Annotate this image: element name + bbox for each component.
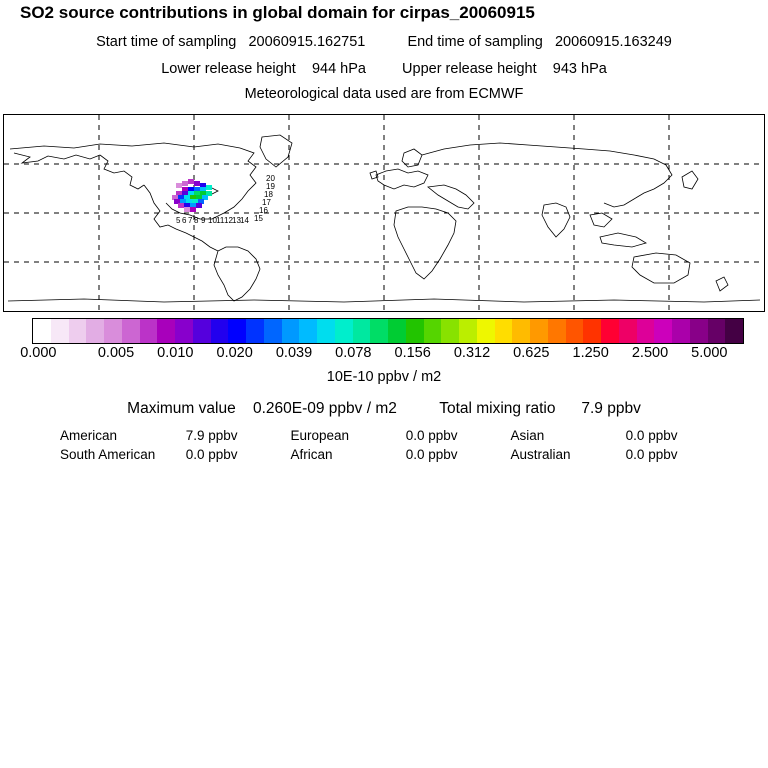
colorbar-cell-0 — [33, 319, 51, 343]
colorbar-cell-23 — [441, 319, 459, 343]
svg-text:12: 12 — [224, 216, 233, 225]
colorbar-cell-36 — [672, 319, 690, 343]
end-time-value: 20060915.163249 — [554, 34, 672, 50]
colorbar-cell-7 — [157, 319, 175, 343]
region-value-asian: 0.0 ppbv — [625, 428, 678, 443]
colorbar-cell-5 — [122, 319, 140, 343]
colorbar-tick-4: 0.039 — [275, 345, 313, 361]
colorbar-tick-11: 5.000 — [691, 345, 728, 361]
colorbar-cell-21 — [406, 319, 424, 343]
svg-text:5: 5 — [176, 216, 181, 225]
colorbar-cell-17 — [335, 319, 353, 343]
region-name-american: American — [60, 428, 118, 443]
colorbar-cell-34 — [637, 319, 655, 343]
world-map-panel — [3, 114, 765, 312]
svg-text:11: 11 — [216, 216, 225, 225]
svg-text:20: 20 — [266, 174, 275, 183]
colorbar-cell-18 — [353, 319, 371, 343]
regional-contributions-table — [60, 426, 720, 464]
region-name-asian: Asian — [510, 428, 545, 443]
region-value-australian: 0.0 ppbv — [625, 447, 678, 462]
page-title: SO2 source contributions in global domain for cirpas_20060915 — [20, 3, 535, 22]
region-value-african: 0.0 ppbv — [405, 447, 458, 462]
lower-release-label: Lower release height — [161, 61, 296, 77]
colorbar-tick-3: 0.020 — [216, 345, 253, 361]
colorbar-tick-0: 0.000 — [20, 345, 57, 361]
colorbar-tick-2: 0.010 — [157, 345, 194, 361]
summary-row — [0, 400, 768, 418]
colorbar-cell-19 — [370, 319, 388, 343]
world-map-svg — [4, 115, 764, 311]
colorbar-cell-11 — [228, 319, 246, 343]
svg-text:14: 14 — [240, 216, 249, 225]
colorbar-cell-13 — [264, 319, 282, 343]
colorbar-tick-labels — [0, 345, 768, 361]
colorbar-tick-5: 0.078 — [335, 345, 372, 361]
colorbar-tick-1: 0.005 — [97, 345, 135, 361]
svg-text:8: 8 — [194, 216, 199, 225]
region-name-european: European — [290, 428, 350, 443]
svg-text:7: 7 — [188, 216, 193, 225]
colorbar-cell-1 — [51, 319, 69, 343]
colorbar-cell-10 — [211, 319, 229, 343]
max-value-label: Maximum value — [127, 400, 236, 417]
total-mixing-ratio-label: Total mixing ratio — [439, 400, 556, 417]
total-mixing-ratio-value: 7.9 ppbv — [581, 400, 641, 417]
region-name-african: African — [290, 447, 333, 462]
colorbar-cell-33 — [619, 319, 637, 343]
colorbar-cell-16 — [317, 319, 335, 343]
svg-text:13: 13 — [232, 216, 241, 225]
lower-release-value: 944 hPa — [311, 61, 366, 77]
table-row — [60, 445, 720, 464]
start-time-value: 20060915.162751 — [248, 34, 366, 50]
colorbar-cell-30 — [566, 319, 584, 343]
meteorology-line: Meteorological data used are from ECMWF — [244, 86, 524, 102]
colorbar-cell-15 — [299, 319, 317, 343]
colorbar-tick-9: 1.250 — [572, 345, 609, 361]
colorbar-cell-3 — [86, 319, 104, 343]
colorbar-cell-9 — [193, 319, 211, 343]
colorbar-cell-8 — [175, 319, 193, 343]
colorbar-cell-26 — [495, 319, 513, 343]
start-time-label: Start time of sampling — [96, 34, 237, 50]
colorbar-tick-6: 0.156 — [394, 345, 431, 361]
upper-release-value: 943 hPa — [552, 61, 607, 77]
colorbar-cell-24 — [459, 319, 477, 343]
colorbar-cell-25 — [477, 319, 495, 343]
colorbar-cell-20 — [388, 319, 406, 343]
colorbar-cell-35 — [654, 319, 672, 343]
svg-text:15: 15 — [254, 214, 263, 223]
plume-overlay — [172, 179, 212, 212]
region-value-south-american: 0.0 ppbv — [185, 447, 238, 462]
colorbar-unit-label: 10E-10 ppbv / m2 — [326, 369, 442, 385]
colorbar-cell-14 — [282, 319, 300, 343]
map-graticule — [4, 115, 764, 311]
svg-text:18: 18 — [264, 190, 273, 199]
colorbar-strip — [32, 318, 744, 344]
region-name-australian: Australian — [510, 447, 571, 462]
region-value-american: 7.9 ppbv — [185, 428, 238, 443]
colorbar — [32, 318, 744, 344]
upper-release-label: Upper release height — [402, 61, 537, 77]
svg-text:9: 9 — [201, 216, 206, 225]
colorbar-tick-8: 0.625 — [513, 345, 550, 361]
release-height-line — [0, 61, 768, 77]
sampling-time-line — [0, 34, 768, 50]
region-name-south-american: South American — [60, 447, 156, 462]
colorbar-tick-10: 2.500 — [631, 345, 669, 361]
colorbar-cell-28 — [530, 319, 548, 343]
svg-text:19: 19 — [266, 182, 275, 191]
colorbar-cell-4 — [104, 319, 122, 343]
svg-text:6: 6 — [182, 216, 187, 225]
colorbar-cell-6 — [140, 319, 158, 343]
colorbar-cell-12 — [246, 319, 264, 343]
colorbar-tick-7: 0.312 — [453, 345, 491, 361]
svg-text:10: 10 — [208, 216, 217, 225]
colorbar-cell-32 — [601, 319, 619, 343]
colorbar-cell-29 — [548, 319, 566, 343]
end-time-label: End time of sampling — [407, 34, 543, 50]
colorbar-cell-22 — [424, 319, 442, 343]
max-value: 0.260E-09 ppbv / m2 — [252, 400, 397, 417]
colorbar-cell-31 — [583, 319, 601, 343]
svg-text:16: 16 — [259, 206, 268, 215]
colorbar-cell-27 — [512, 319, 530, 343]
colorbar-cell-38 — [708, 319, 726, 343]
region-value-european: 0.0 ppbv — [405, 428, 458, 443]
colorbar-cell-39 — [725, 319, 743, 343]
colorbar-cell-37 — [690, 319, 708, 343]
svg-text:17: 17 — [262, 198, 271, 207]
table-row — [60, 426, 720, 445]
colorbar-cell-2 — [69, 319, 87, 343]
